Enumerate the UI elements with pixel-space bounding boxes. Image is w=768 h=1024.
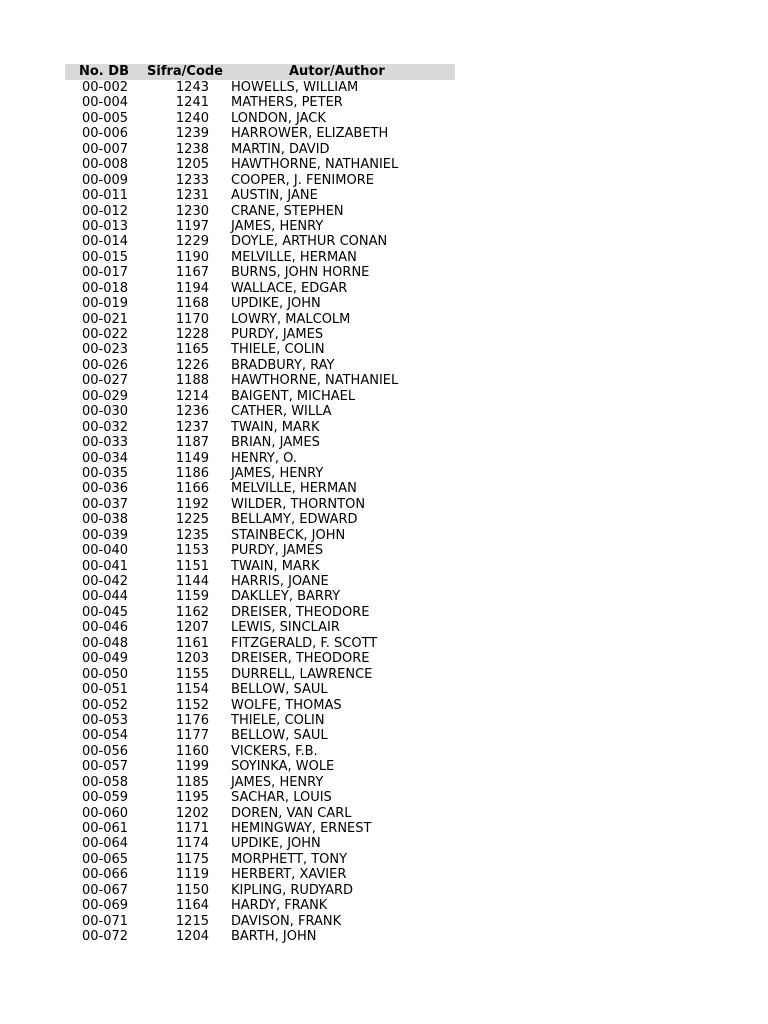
cell-author: VICKERS, F.B. (231, 743, 318, 759)
cell-no-db: 00-071 (82, 913, 129, 929)
cell-code: 1170 (175, 311, 209, 327)
cell-author: MATHERS, PETER (231, 95, 343, 111)
cell-author: WALLACE, EDGAR (231, 280, 348, 296)
cell-no-db: 00-061 (82, 821, 129, 836)
cell-code: 1207 (175, 620, 209, 636)
table-row (65, 759, 455, 774)
table-row (65, 883, 455, 898)
table-row (65, 204, 455, 219)
cell-author: FITZGERALD, F. SCOTT (231, 635, 378, 651)
cell-code: 1192 (175, 496, 209, 512)
table-row (65, 543, 455, 558)
table-row (65, 157, 455, 172)
cell-code: 1164 (175, 898, 209, 914)
table-row (65, 836, 455, 851)
table-row (65, 589, 455, 604)
table-row (65, 95, 455, 110)
cell-code: 1151 (175, 558, 209, 574)
cell-code: 1225 (175, 512, 209, 528)
cell-author: HAWTHORNE, NATHANIEL (231, 373, 399, 389)
table-row (65, 234, 455, 249)
cell-code: 1188 (175, 373, 209, 389)
cell-no-db: 00-007 (82, 141, 129, 157)
cell-code: 1195 (175, 790, 209, 806)
table-row (65, 698, 455, 713)
cell-code: 1205 (175, 157, 209, 173)
cell-author: DAVISON, FRANK (231, 913, 342, 929)
cell-no-db: 00-006 (82, 126, 129, 142)
table-row (65, 728, 455, 743)
cell-no-db: 00-057 (82, 759, 129, 775)
table-row (65, 342, 455, 357)
table-row (65, 512, 455, 527)
cell-no-db: 00-002 (82, 80, 129, 95)
table-row (65, 358, 455, 373)
table-row (65, 620, 455, 635)
cell-no-db: 00-058 (82, 774, 129, 790)
cell-author: UPDIKE, JOHN (231, 296, 321, 312)
cell-no-db: 00-015 (82, 249, 129, 265)
table-row (65, 296, 455, 311)
table-row (65, 80, 455, 95)
cell-author: MELVILLE, HERMAN (231, 481, 357, 497)
table-header (65, 64, 455, 80)
cell-no-db: 00-072 (82, 929, 129, 945)
cell-author: THIELE, COLIN (231, 342, 325, 358)
cell-code: 1159 (175, 589, 209, 605)
table-row (65, 559, 455, 574)
cell-no-db: 00-034 (82, 450, 129, 466)
cell-author: DURRELL, LAWRENCE (231, 666, 373, 682)
cell-author: CRANE, STEPHEN (231, 203, 344, 219)
table-row (65, 373, 455, 388)
cell-code: 1229 (175, 234, 209, 250)
cell-no-db: 00-064 (82, 836, 129, 852)
cell-author: SACHAR, LOUIS (231, 790, 332, 806)
table-row (65, 651, 455, 666)
header-author: Autor/Author (289, 64, 385, 79)
cell-no-db: 00-022 (82, 327, 129, 342)
table-row (65, 250, 455, 265)
cell-code: 1144 (175, 574, 209, 589)
cell-no-db: 00-030 (82, 404, 129, 420)
cell-no-db: 00-067 (82, 882, 129, 898)
cell-no-db: 00-060 (82, 805, 129, 821)
cell-no-db: 00-032 (82, 419, 129, 435)
cell-author: LONDON, JACK (231, 110, 326, 126)
table-row (65, 497, 455, 512)
header-code: Sifra/Code (147, 64, 224, 79)
cell-author: THIELE, COLIN (231, 712, 325, 728)
cell-code: 1150 (175, 882, 209, 898)
cell-author: DOREN, VAN CARL (231, 805, 352, 821)
cell-code: 1238 (175, 141, 209, 157)
table-row (65, 667, 455, 682)
cell-code: 1174 (175, 836, 209, 852)
table-row (65, 404, 455, 419)
table-row (65, 142, 455, 157)
cell-author: JAMES, HENRY (231, 465, 324, 481)
cell-no-db: 00-029 (82, 388, 129, 404)
cell-code: 1186 (175, 465, 209, 481)
cell-author: MARTIN, DAVID (231, 141, 330, 157)
cell-code: 1203 (175, 651, 209, 667)
table-row (65, 775, 455, 790)
cell-code: 1162 (175, 604, 209, 620)
table-row (65, 481, 455, 496)
cell-no-db: 00-004 (82, 95, 129, 111)
cell-code: 1155 (175, 666, 209, 682)
cell-code: 1228 (175, 327, 209, 342)
cell-no-db: 00-021 (82, 311, 129, 327)
cell-code: 1175 (175, 851, 209, 867)
cell-author: LEWIS, SINCLAIR (231, 620, 340, 636)
cell-code: 1230 (175, 203, 209, 219)
cell-no-db: 00-041 (82, 558, 129, 574)
cell-author: DAKLLEY, BARRY (231, 589, 341, 605)
cell-author: HEMINGWAY, ERNEST (231, 821, 372, 836)
cell-no-db: 00-042 (82, 574, 129, 589)
cell-author: BAIGENT, MICHAEL (231, 388, 356, 404)
cell-code: 1171 (175, 821, 209, 836)
table-row (65, 219, 455, 234)
cell-no-db: 00-048 (82, 635, 129, 651)
cell-no-db: 00-069 (82, 898, 129, 914)
cell-no-db: 00-038 (82, 512, 129, 528)
author-table (65, 64, 455, 945)
cell-no-db: 00-044 (82, 589, 129, 605)
cell-code: 1235 (175, 527, 209, 543)
cell-author: TWAIN, MARK (231, 419, 320, 435)
cell-code: 1168 (175, 296, 209, 312)
cell-code: 1194 (175, 280, 209, 296)
table-row (65, 821, 455, 836)
cell-code: 1215 (175, 913, 209, 929)
cell-code: 1152 (175, 697, 209, 713)
cell-code: 1226 (175, 357, 209, 373)
cell-no-db: 00-066 (82, 867, 129, 883)
cell-author: BARTH, JOHN (231, 929, 317, 945)
table-row (65, 126, 455, 141)
cell-code: 1149 (175, 450, 209, 466)
cell-no-db: 00-046 (82, 620, 129, 636)
cell-no-db: 00-039 (82, 527, 129, 543)
header-no-db: No. DB (79, 64, 129, 79)
table-row (65, 281, 455, 296)
cell-code: 1197 (175, 218, 209, 234)
cell-author: DOYLE, ARTHUR CONAN (231, 234, 388, 250)
cell-author: BELLOW, SAUL (231, 728, 328, 744)
cell-no-db: 00-012 (82, 203, 129, 219)
cell-code: 1190 (175, 249, 209, 265)
cell-no-db: 00-054 (82, 728, 129, 744)
cell-no-db: 00-065 (82, 851, 129, 867)
cell-author: COOPER, J. FENIMORE (231, 172, 374, 188)
cell-code: 1240 (175, 110, 209, 126)
cell-no-db: 00-051 (82, 682, 129, 698)
cell-author: PURDY, JAMES (231, 543, 324, 559)
cell-no-db: 00-005 (82, 110, 129, 126)
cell-no-db: 00-052 (82, 697, 129, 713)
table-row (65, 173, 455, 188)
cell-code: 1177 (175, 728, 209, 744)
cell-author: JAMES, HENRY (231, 218, 324, 234)
cell-author: MELVILLE, HERMAN (231, 249, 357, 265)
cell-no-db: 00-053 (82, 712, 129, 728)
table-row (65, 188, 455, 203)
table-row (65, 466, 455, 481)
cell-code: 1199 (175, 759, 209, 775)
cell-code: 1204 (175, 929, 209, 945)
cell-code: 1187 (175, 435, 209, 451)
cell-author: KIPLING, RUDYARD (231, 882, 354, 898)
cell-author: JAMES, HENRY (231, 774, 324, 790)
table-row (65, 111, 455, 126)
cell-author: HAWTHORNE, NATHANIEL (231, 157, 399, 173)
cell-author: HENRY, O. (231, 450, 297, 466)
cell-author: HOWELLS, WILLIAM (231, 80, 359, 95)
table-row (65, 327, 455, 342)
cell-no-db: 00-056 (82, 743, 129, 759)
table-body (65, 80, 455, 945)
table-row (65, 914, 455, 929)
cell-no-db: 00-008 (82, 157, 129, 173)
cell-no-db: 00-036 (82, 481, 129, 497)
cell-no-db: 00-037 (82, 496, 129, 512)
table-row (65, 389, 455, 404)
cell-code: 1176 (175, 712, 209, 728)
table-row (65, 605, 455, 620)
cell-code: 1161 (175, 635, 209, 651)
cell-author: SOYINKA, WOLE (231, 759, 335, 775)
cell-no-db: 00-059 (82, 790, 129, 806)
cell-author: BURNS, JOHN HORNE (231, 265, 370, 281)
cell-no-db: 00-049 (82, 651, 129, 667)
cell-no-db: 00-023 (82, 342, 129, 358)
cell-author: HERBERT, XAVIER (231, 867, 347, 883)
table-row (65, 636, 455, 651)
cell-code: 1165 (175, 342, 209, 358)
table-row (65, 898, 455, 913)
cell-author: DREISER, THEODORE (231, 651, 370, 667)
cell-code: 1239 (175, 126, 209, 142)
cell-code: 1236 (175, 404, 209, 420)
cell-code: 1214 (175, 388, 209, 404)
table-row (65, 806, 455, 821)
cell-no-db: 00-035 (82, 465, 129, 481)
cell-code: 1243 (175, 80, 209, 95)
cell-code: 1153 (175, 543, 209, 559)
table-row (65, 435, 455, 450)
cell-author: STAINBECK, JOHN (231, 527, 346, 543)
cell-code: 1167 (175, 265, 209, 281)
table-row (65, 713, 455, 728)
cell-author: BELLAMY, EDWARD (231, 512, 358, 528)
cell-no-db: 00-045 (82, 604, 129, 620)
table-row (65, 867, 455, 882)
cell-author: BRADBURY, RAY (231, 357, 335, 373)
table-row (65, 682, 455, 697)
cell-no-db: 00-026 (82, 357, 129, 373)
cell-code: 1202 (175, 805, 209, 821)
cell-author: BRIAN, JAMES (231, 435, 320, 451)
cell-code: 1237 (175, 419, 209, 435)
table-row (65, 312, 455, 327)
cell-code: 1241 (175, 95, 209, 111)
table-row (65, 744, 455, 759)
cell-code: 1166 (175, 481, 209, 497)
table-row (65, 852, 455, 867)
table-row (65, 929, 455, 944)
cell-no-db: 00-040 (82, 543, 129, 559)
cell-author: HARRIS, JOANE (231, 574, 329, 589)
table-row (65, 265, 455, 280)
cell-author: AUSTIN, JANE (231, 188, 318, 204)
cell-author: UPDIKE, JOHN (231, 836, 321, 852)
table-row (65, 574, 455, 589)
cell-author: LOWRY, MALCOLM (231, 311, 351, 327)
cell-author: WOLFE, THOMAS (231, 697, 342, 713)
cell-author: WILDER, THORNTON (231, 496, 366, 512)
cell-no-db: 00-050 (82, 666, 129, 682)
cell-no-db: 00-033 (82, 435, 129, 451)
cell-code: 1233 (175, 172, 209, 188)
cell-author: HARROWER, ELIZABETH (231, 126, 389, 142)
cell-code: 1185 (175, 774, 209, 790)
cell-author: BELLOW, SAUL (231, 682, 328, 698)
cell-no-db: 00-011 (82, 188, 129, 204)
cell-code: 1154 (175, 682, 209, 698)
cell-no-db: 00-009 (82, 172, 129, 188)
cell-author: HARDY, FRANK (231, 898, 328, 914)
cell-no-db: 00-018 (82, 280, 129, 296)
table-row (65, 528, 455, 543)
cell-no-db: 00-019 (82, 296, 129, 312)
cell-code: 1160 (175, 743, 209, 759)
cell-no-db: 00-014 (82, 234, 129, 250)
cell-author: PURDY, JAMES (231, 327, 324, 342)
cell-author: DREISER, THEODORE (231, 604, 370, 620)
cell-author: CATHER, WILLA (231, 404, 332, 420)
table-row (65, 451, 455, 466)
cell-code: 1119 (175, 867, 209, 883)
table-row (65, 790, 455, 805)
cell-code: 1231 (175, 188, 209, 204)
cell-author: MORPHETT, TONY (231, 851, 348, 867)
cell-author: TWAIN, MARK (231, 558, 320, 574)
cell-no-db: 00-027 (82, 373, 129, 389)
cell-no-db: 00-017 (82, 265, 129, 281)
table-row (65, 420, 455, 435)
cell-no-db: 00-013 (82, 218, 129, 234)
